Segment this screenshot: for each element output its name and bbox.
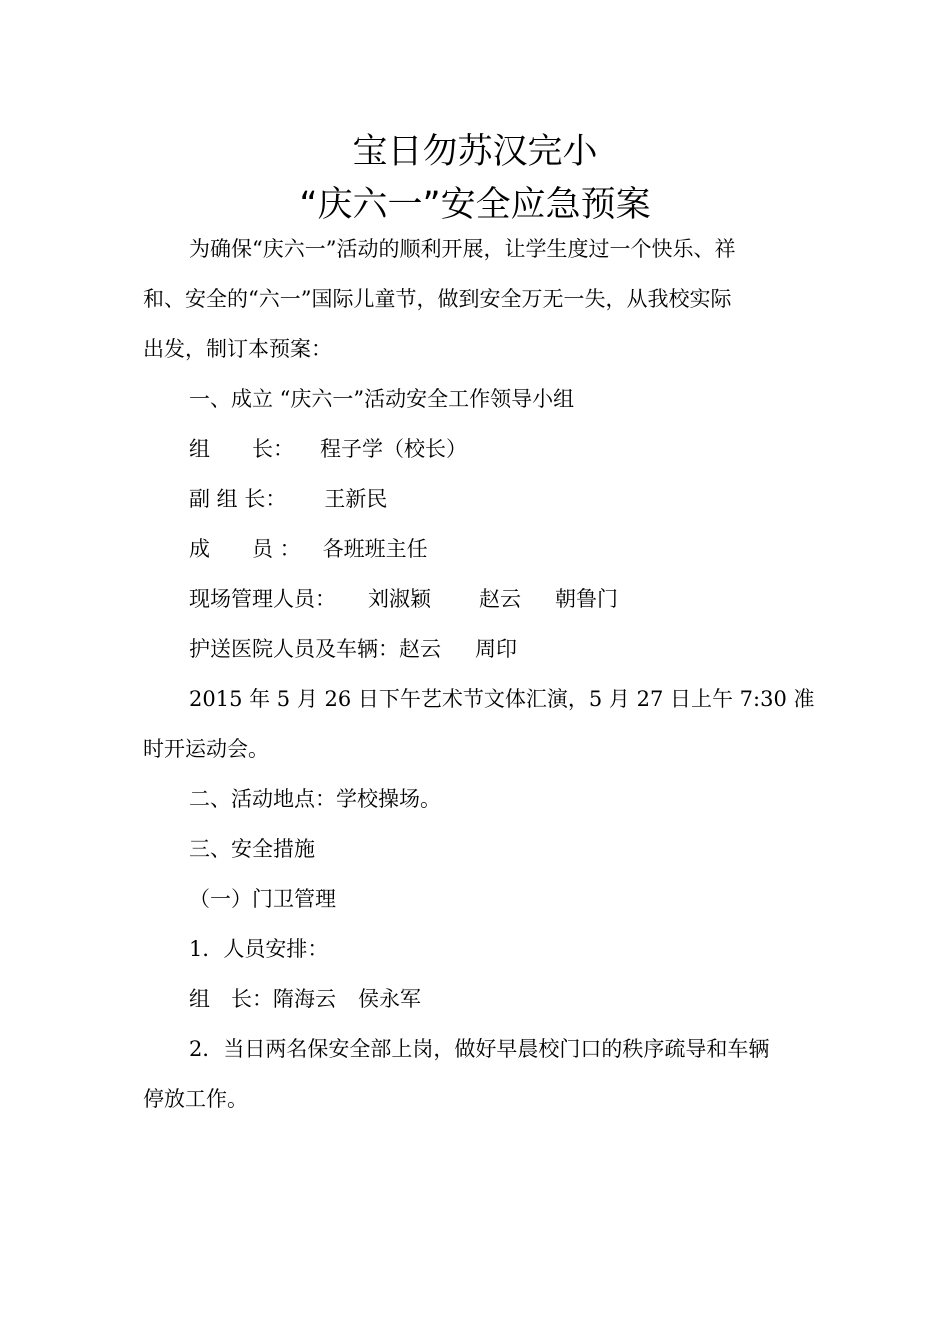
vice-leader-value: 王新民 — [324, 487, 388, 511]
gate-leader-row — [189, 985, 421, 1013]
members-value: 各班班主任 — [322, 537, 428, 561]
site-manager-name: 刘淑颖 — [368, 587, 431, 611]
schedule-line-1: 2015 年 5 月 26 日下午艺术节文体汇演，5 月 27 日上午 7:30 准 — [189, 687, 815, 711]
section-2-location: 二、活动地点：学校操场。 — [189, 787, 441, 811]
hospital-escort-row — [189, 635, 517, 663]
intro-line-2: 和、安全的“六一”国际儿童节，做到安全万无一失，从我校实际 — [143, 287, 732, 311]
members-row — [189, 535, 428, 563]
item-2-line-2: 停放工作。 — [143, 1087, 248, 1111]
section-1-heading: 一、成立 “庆六一”活动安全工作领导小组 — [189, 387, 575, 411]
vice-leader-row — [189, 485, 387, 513]
hospital-escort-name: 赵云 — [399, 637, 441, 661]
document-title-plan: “庆六一”安全应急预案 — [299, 185, 651, 225]
gate-leader-name: 侯永军 — [358, 987, 421, 1011]
section-3-heading: 三、安全措施 — [189, 837, 315, 861]
leader-row — [189, 435, 467, 463]
site-managers-row — [189, 585, 618, 613]
members-label: 成 员 ： — [189, 537, 301, 561]
intro-line-3: 出发，制订本预案： — [143, 337, 332, 361]
site-manager-name: 朝鲁门 — [555, 587, 618, 611]
gate-leader-name: 隋海云 — [273, 987, 336, 1011]
leader-label: 组 长： — [189, 437, 294, 461]
item-1-staffing: 1．人员安排： — [189, 937, 329, 961]
subsection-1-heading: （一）门卫管理 — [189, 887, 336, 911]
vice-leader-label: 副 组 长： — [189, 487, 287, 511]
site-managers-label: 现场管理人员： — [189, 587, 336, 611]
document-title-school: 宝日勿苏汉完小 — [352, 132, 598, 172]
hospital-escort-label: 护送医院人员及车辆： — [189, 637, 399, 661]
site-manager-name: 赵云 — [479, 587, 521, 611]
item-2-line-1: 2．当日两名保安全部上岗，做好早晨校门口的秩序疏导和车辆 — [189, 1037, 770, 1061]
hospital-escort-name: 周印 — [475, 637, 517, 661]
leader-value: 程子学（校长） — [320, 437, 467, 461]
intro-line-1: 为确保“庆六一”活动的顺利开展，让学生度过一个快乐、祥 — [189, 237, 736, 261]
schedule-line-2: 时开运动会。 — [143, 737, 269, 761]
gate-leader-label: 组 长： — [189, 987, 273, 1011]
